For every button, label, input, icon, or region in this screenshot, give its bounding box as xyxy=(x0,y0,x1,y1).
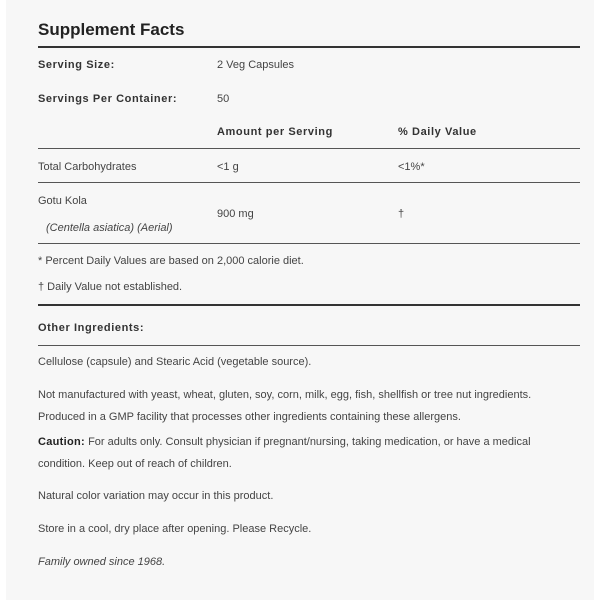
nutrient-name: Total Carbohydrates xyxy=(38,161,137,173)
serving-size-label: Serving Size: xyxy=(38,59,115,71)
serving-size-value: 2 Veg Capsules xyxy=(217,59,295,71)
supplement-panel xyxy=(6,0,594,600)
title-divider xyxy=(38,46,580,48)
ingredients-text: Cellulose (capsule) and Stearic Acid (vegetable source). xyxy=(38,356,312,368)
nutrient-daily-value: <1%* xyxy=(398,161,425,173)
storage-note: Store in a cool, dry place after opening. Please Recycle. xyxy=(38,523,312,535)
footnote-dagger: † Daily Value not established. xyxy=(38,281,183,293)
heading-divider xyxy=(38,345,580,346)
color-variation-note: Natural color variation may occur in this product. xyxy=(38,490,274,502)
amount-column-header: Amount per Serving xyxy=(217,126,333,138)
caution-text: For adults only. Consult physician if pregnant/nursing, taking medication, or have a medical xyxy=(85,436,531,448)
nutrient-name: Gotu Kola xyxy=(38,195,87,207)
other-ingredients-heading: Other Ingredients: xyxy=(38,322,145,334)
section-divider xyxy=(38,304,580,306)
row-divider xyxy=(38,243,580,244)
row-divider xyxy=(38,182,580,183)
page-title: Supplement Facts xyxy=(38,20,185,39)
daily-value-column-header: % Daily Value xyxy=(398,126,477,138)
family-owned-note: Family owned since 1968. xyxy=(38,556,166,568)
servings-per-container-value: 50 xyxy=(217,93,230,105)
footnote-percent: * Percent Daily Values are based on 2,000 calorie diet. xyxy=(38,255,304,267)
caution-line xyxy=(38,431,578,453)
caution-statement xyxy=(38,431,578,475)
nutrient-daily-value: † xyxy=(398,208,405,220)
nutrient-amount: 900 mg xyxy=(217,208,254,220)
nutrient-subname: (Centella asiatica) (Aerial) xyxy=(46,222,173,234)
header-divider xyxy=(38,148,580,149)
caution-line: condition. Keep out of reach of children. xyxy=(38,458,232,470)
allergen-line: Produced in a GMP facility that processes other ingredients containing these allergens. xyxy=(38,411,461,423)
allergen-line: Not manufactured with yeast, wheat, gluten, soy, corn, milk, egg, fish, shellfish or tree nut ingredients. xyxy=(38,389,532,401)
caution-label: Caution: xyxy=(38,436,86,448)
allergen-statement xyxy=(38,384,578,428)
servings-per-container-label: Servings Per Container: xyxy=(38,93,178,105)
nutrient-amount: <1 g xyxy=(217,161,239,173)
